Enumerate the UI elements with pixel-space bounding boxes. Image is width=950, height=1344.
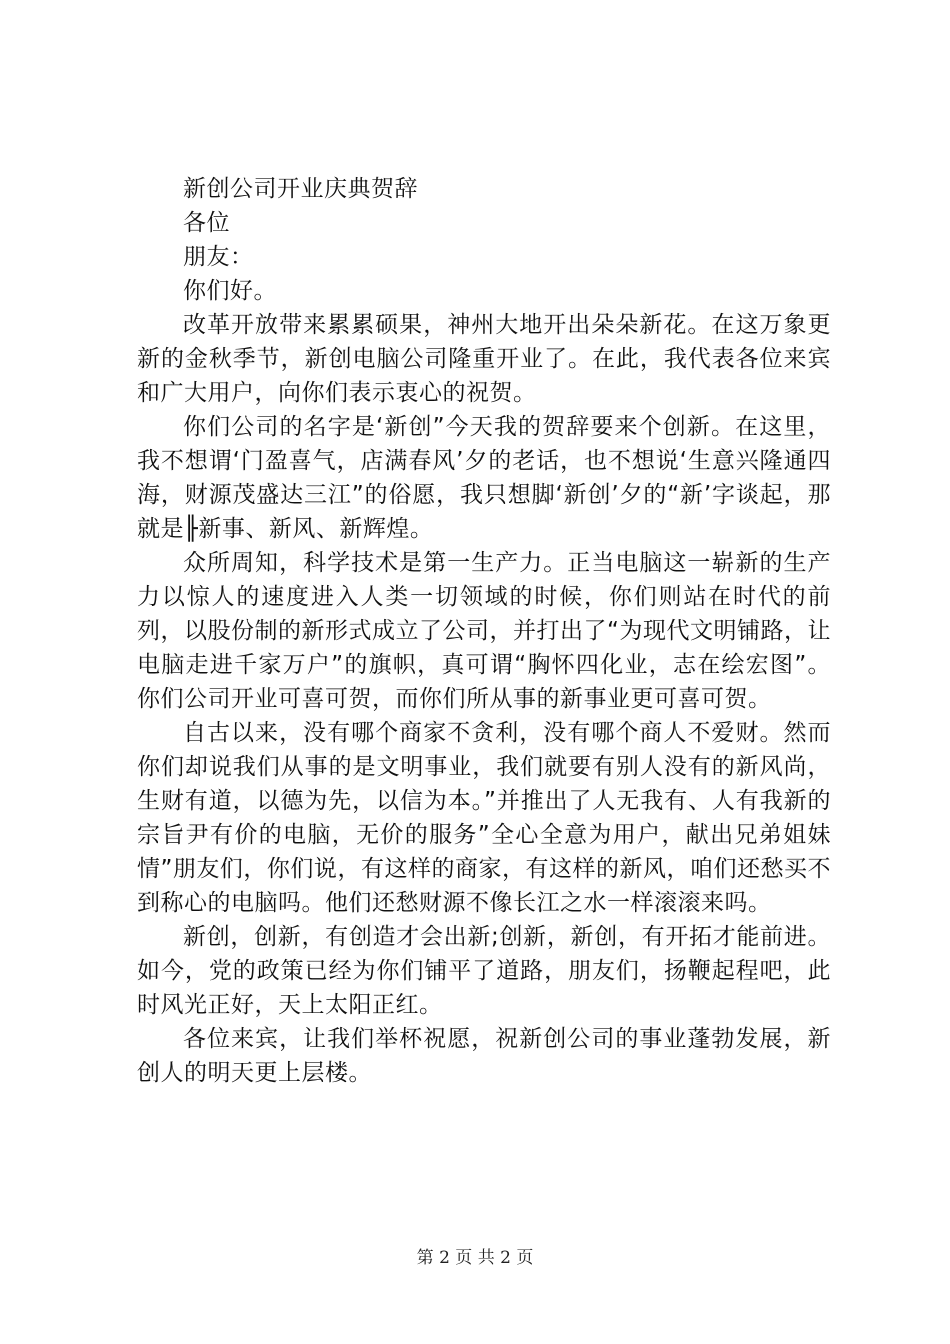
page-number-footer: 第 2 页 共 2 页: [416, 1248, 534, 1268]
paragraph: 各位来宾，让我们举杯祝愿，祝新创公司的事业蓬勃发展，新创人的明天更上层楼。: [137, 1026, 831, 1086]
paragraph: 你们公司的名字是‘新创”今天我的贺辞要来个创新。在这里，我不想谓‘门盈喜气，店满春风’夕的老话，也不想说‘生意兴隆通四海，财源茂盛达三江”的俗愿，我只想脚‘新创’夕的“新’字谈起，那就是╟新事、新风、新辉煌。: [137, 414, 831, 542]
paragraph: 新创，创新，有创造才会出新;创新，新创，有开拓才能前进。如今，党的政策已经为你们铺平了道路，朋友们，扬鞭起程吧，此时风光正好，天上太阳正红。: [137, 924, 831, 1018]
paragraph: 众所周知，科学技术是第一生产力。正当电脑这一崭新的生产力以惊人的速度进入人类一切领域的时候，你们则站在时代的前列，以股份制的新形式成立了公司，并打出了“为现代文明铺路，让电脑走进千家万户”的旗帜，真可谓“胸怀四化业，志在绘宏图”。你们公司开业可喜可贺，而你们所从事的新事业更可喜可贺。: [137, 550, 831, 712]
paragraph: 自古以来，没有哪个商家不贪利，没有哪个商人不爱财。然而你们却说我们从事的是文明事业，我们就要有别人没有的新风尚，生财有道，以德为先，以信为本。”并推出了人无我有、人有我新的宗旨尹有价的电脑，无价的服务”全心全意为用户，献出兄弟姐妹情”朋友们，你们说，有这样的商家，有这样的新风，咱们还愁买不到称心的电脑吗。他们还愁财源不像长江之水一样滚滚来吗。: [137, 720, 831, 916]
document-body: [137, 172, 831, 1090]
document-title: 新创公司开业庆典贺辞: [183, 176, 418, 202]
greeting-line-1: 各位: [183, 210, 230, 236]
greeting-line-2: 朋友：: [183, 244, 254, 270]
greeting-line-3: 你们好。: [183, 278, 277, 304]
paragraph: 改革开放带来累累硕果，神州大地开出朵朵新花。在这万象更新的金秋季节，新创电脑公司隆重开业了。在此，我代表各位来宾和广大用户，向你们表示衷心的祝贺。: [137, 312, 831, 406]
